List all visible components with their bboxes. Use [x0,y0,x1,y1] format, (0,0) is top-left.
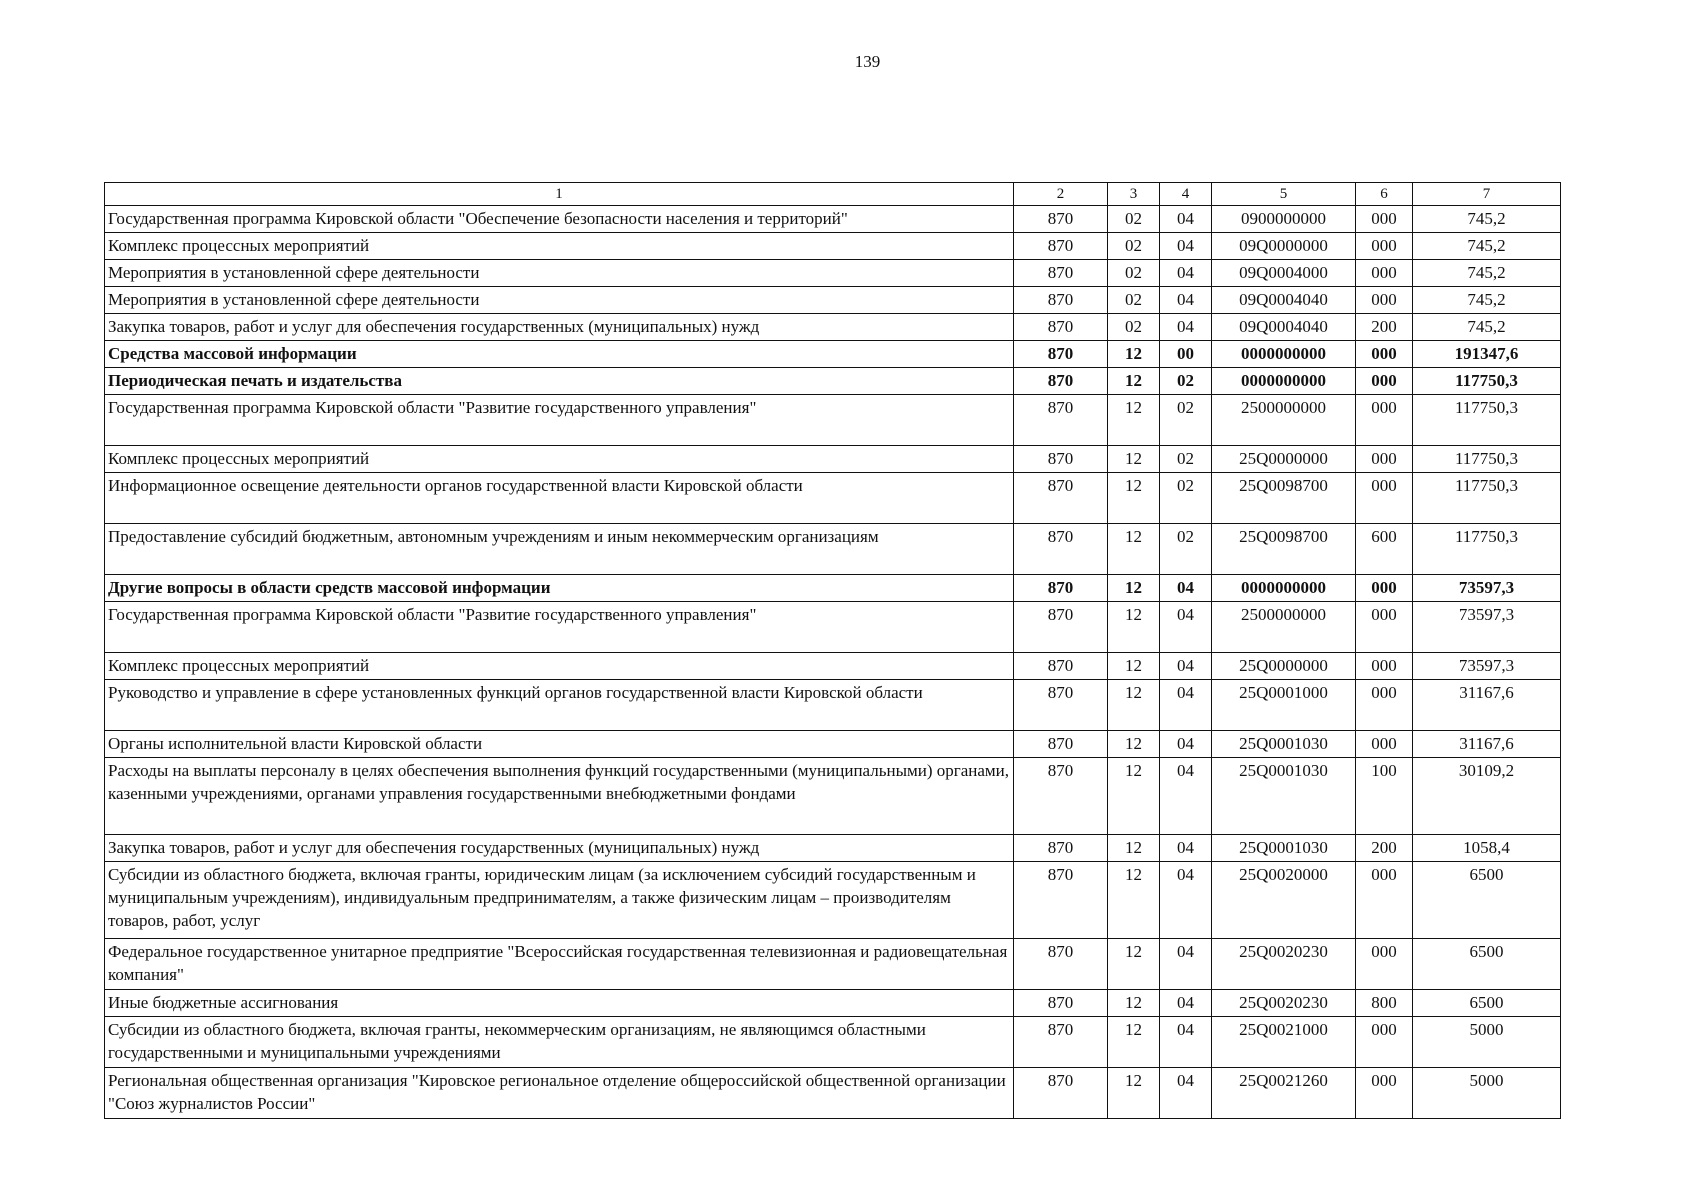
expense-type-cell: 000 [1356,341,1413,368]
row-name-cell: Субсидии из областного бюджета, включая гранты, некоммерческим организациям, не являющимся областными государственными и муниципальными учреждениями [105,1017,1014,1068]
amount-cell: 73597,3 [1413,653,1561,680]
ved-code-cell: 870 [1014,446,1108,473]
expense-type-cell: 600 [1356,524,1413,575]
expense-type-cell: 000 [1356,939,1413,990]
table-row [105,206,1561,233]
row-name-cell: Информационное освещение деятельности органов государственной власти Кировской области [105,473,1014,524]
amount-cell: 6500 [1413,939,1561,990]
section-code-cell: 12 [1108,524,1160,575]
section-code-cell: 12 [1108,473,1160,524]
budget-table [104,182,1561,1119]
subsection-code-cell: 04 [1160,260,1212,287]
target-article-cell: 25Q0001030 [1212,758,1356,835]
header-cell: 1 [105,183,1014,206]
section-code-cell: 02 [1108,287,1160,314]
subsection-code-cell: 02 [1160,368,1212,395]
target-article-cell: 25Q0001030 [1212,731,1356,758]
target-article-cell: 25Q0098700 [1212,473,1356,524]
table-row [105,575,1561,602]
expense-type-cell: 000 [1356,575,1413,602]
target-article-cell: 09Q0004040 [1212,287,1356,314]
section-code-cell: 12 [1108,341,1160,368]
expense-type-cell: 200 [1356,835,1413,862]
subsection-code-cell: 04 [1160,314,1212,341]
header-cell: 3 [1108,183,1160,206]
ved-code-cell: 870 [1014,260,1108,287]
table-row [105,395,1561,446]
amount-cell: 117750,3 [1413,446,1561,473]
table-row [105,939,1561,990]
section-code-cell: 12 [1108,575,1160,602]
table-row [105,473,1561,524]
section-code-cell: 12 [1108,758,1160,835]
amount-cell: 6500 [1413,990,1561,1017]
row-name-cell: Государственная программа Кировской области "Обеспечение безопасности населения и территорий" [105,206,1014,233]
amount-cell: 1058,4 [1413,835,1561,862]
amount-cell: 745,2 [1413,314,1561,341]
subsection-code-cell: 04 [1160,862,1212,939]
ved-code-cell: 870 [1014,233,1108,260]
ved-code-cell: 870 [1014,862,1108,939]
table-row [105,1068,1561,1119]
target-article-cell: 25Q0020230 [1212,990,1356,1017]
subsection-code-cell: 02 [1160,446,1212,473]
subsection-code-cell: 04 [1160,287,1212,314]
expense-type-cell: 100 [1356,758,1413,835]
target-article-cell: 25Q0021000 [1212,1017,1356,1068]
target-article-cell: 25Q0000000 [1212,653,1356,680]
amount-cell: 31167,6 [1413,731,1561,758]
subsection-code-cell: 04 [1160,206,1212,233]
row-name-cell: Средства массовой информации [105,341,1014,368]
expense-type-cell: 000 [1356,206,1413,233]
row-name-cell: Предоставление субсидий бюджетным, автономным учреждениям и иным некоммерческим организациям [105,524,1014,575]
target-article-cell: 09Q0000000 [1212,233,1356,260]
row-name-cell: Закупка товаров, работ и услуг для обеспечения государственных (муниципальных) нужд [105,314,1014,341]
expense-type-cell: 000 [1356,653,1413,680]
ved-code-cell: 870 [1014,680,1108,731]
ved-code-cell: 870 [1014,731,1108,758]
amount-cell: 117750,3 [1413,395,1561,446]
subsection-code-cell: 04 [1160,575,1212,602]
expense-type-cell: 800 [1356,990,1413,1017]
section-code-cell: 12 [1108,731,1160,758]
header-cell: 7 [1413,183,1561,206]
section-code-cell: 02 [1108,233,1160,260]
ved-code-cell: 870 [1014,341,1108,368]
section-code-cell: 12 [1108,1017,1160,1068]
target-article-cell: 25Q0020000 [1212,862,1356,939]
ved-code-cell: 870 [1014,1017,1108,1068]
subsection-code-cell: 04 [1160,1017,1212,1068]
subsection-code-cell: 04 [1160,1068,1212,1119]
row-name-cell: Федеральное государственное унитарное предприятие "Всероссийская государственная телевизионная и радиовещательная компания" [105,939,1014,990]
target-article-cell: 25Q0021260 [1212,1068,1356,1119]
amount-cell: 117750,3 [1413,524,1561,575]
amount-cell: 5000 [1413,1017,1561,1068]
subsection-code-cell: 04 [1160,731,1212,758]
target-article-cell: 09Q0004040 [1212,314,1356,341]
amount-cell: 5000 [1413,1068,1561,1119]
table-row [105,731,1561,758]
subsection-code-cell: 04 [1160,653,1212,680]
ved-code-cell: 870 [1014,473,1108,524]
section-code-cell: 12 [1108,368,1160,395]
section-code-cell: 12 [1108,602,1160,653]
ved-code-cell: 870 [1014,653,1108,680]
table-row [105,260,1561,287]
ved-code-cell: 870 [1014,575,1108,602]
amount-cell: 745,2 [1413,206,1561,233]
row-name-cell: Комплекс процессных мероприятий [105,653,1014,680]
expense-type-cell: 000 [1356,287,1413,314]
expense-type-cell: 000 [1356,446,1413,473]
expense-type-cell: 000 [1356,680,1413,731]
header-cell: 6 [1356,183,1413,206]
target-article-cell: 25Q0098700 [1212,524,1356,575]
header-cell: 5 [1212,183,1356,206]
section-code-cell: 12 [1108,653,1160,680]
expense-type-cell: 000 [1356,1017,1413,1068]
row-name-cell: Периодическая печать и издательства [105,368,1014,395]
section-code-cell: 12 [1108,446,1160,473]
table-row [105,314,1561,341]
expense-type-cell: 000 [1356,395,1413,446]
row-name-cell: Государственная программа Кировской области "Развитие государственного управления" [105,602,1014,653]
subsection-code-cell: 04 [1160,835,1212,862]
header-cell: 2 [1014,183,1108,206]
ved-code-cell: 870 [1014,835,1108,862]
target-article-cell: 2500000000 [1212,395,1356,446]
table-row [105,990,1561,1017]
expense-type-cell: 000 [1356,260,1413,287]
row-name-cell: Другие вопросы в области средств массовой информации [105,575,1014,602]
expense-type-cell: 000 [1356,731,1413,758]
table-row [105,680,1561,731]
row-name-cell: Комплекс процессных мероприятий [105,233,1014,260]
target-article-cell: 25Q0001030 [1212,835,1356,862]
section-code-cell: 02 [1108,314,1160,341]
target-article-cell: 2500000000 [1212,602,1356,653]
subsection-code-cell: 04 [1160,602,1212,653]
section-code-cell: 02 [1108,206,1160,233]
table-row [105,835,1561,862]
row-name-cell: Комплекс процессных мероприятий [105,446,1014,473]
section-code-cell: 12 [1108,1068,1160,1119]
ved-code-cell: 870 [1014,314,1108,341]
amount-cell: 745,2 [1413,233,1561,260]
target-article-cell: 0000000000 [1212,341,1356,368]
section-code-cell: 12 [1108,990,1160,1017]
row-name-cell: Субсидии из областного бюджета, включая гранты, юридическим лицам (за исключением субсидий государственным и муниципальным учреждениям), индивидуальным предпринимателям, а также физическим лицам – производителям товаров, работ, услуг [105,862,1014,939]
amount-cell: 73597,3 [1413,602,1561,653]
amount-cell: 117750,3 [1413,473,1561,524]
expense-type-cell: 000 [1356,1068,1413,1119]
table-row [105,233,1561,260]
expense-type-cell: 000 [1356,602,1413,653]
target-article-cell: 25Q0000000 [1212,446,1356,473]
subsection-code-cell: 02 [1160,395,1212,446]
subsection-code-cell: 02 [1160,524,1212,575]
row-name-cell: Руководство и управление в сфере установленных функций органов государственной власти Кировской области [105,680,1014,731]
table-row [105,368,1561,395]
amount-cell: 117750,3 [1413,368,1561,395]
expense-type-cell: 200 [1356,314,1413,341]
target-article-cell: 25Q0020230 [1212,939,1356,990]
header-cell: 4 [1160,183,1212,206]
table-row [105,758,1561,835]
ved-code-cell: 870 [1014,1068,1108,1119]
ved-code-cell: 870 [1014,602,1108,653]
expense-type-cell: 000 [1356,233,1413,260]
amount-cell: 31167,6 [1413,680,1561,731]
ved-code-cell: 870 [1014,990,1108,1017]
subsection-code-cell: 00 [1160,341,1212,368]
subsection-code-cell: 04 [1160,680,1212,731]
section-code-cell: 12 [1108,939,1160,990]
section-code-cell: 02 [1108,260,1160,287]
expense-type-cell: 000 [1356,473,1413,524]
subsection-code-cell: 04 [1160,990,1212,1017]
amount-cell: 73597,3 [1413,575,1561,602]
target-article-cell: 0000000000 [1212,368,1356,395]
ved-code-cell: 870 [1014,395,1108,446]
table-row [105,341,1561,368]
ved-code-cell: 870 [1014,287,1108,314]
ved-code-cell: 870 [1014,939,1108,990]
section-code-cell: 12 [1108,395,1160,446]
amount-cell: 30109,2 [1413,758,1561,835]
amount-cell: 745,2 [1413,287,1561,314]
section-code-cell: 12 [1108,862,1160,939]
ved-code-cell: 870 [1014,758,1108,835]
subsection-code-cell: 04 [1160,939,1212,990]
row-name-cell: Органы исполнительной власти Кировской области [105,731,1014,758]
row-name-cell: Расходы на выплаты персоналу в целях обеспечения выполнения функций государственными (муниципальными) органами, казенными учреждениями, органами управления государственными внебюджетными фондами [105,758,1014,835]
table-row [105,446,1561,473]
amount-cell: 191347,6 [1413,341,1561,368]
table-row [105,287,1561,314]
row-name-cell: Региональная общественная организация "Кировское региональное отделение общероссийской общественной организации "Союз журналистов России" [105,1068,1014,1119]
expense-type-cell: 000 [1356,862,1413,939]
row-name-cell: Мероприятия в установленной сфере деятельности [105,287,1014,314]
table-row [105,602,1561,653]
target-article-cell: 0900000000 [1212,206,1356,233]
header-row [105,183,1561,206]
table-body [105,206,1561,1119]
section-code-cell: 12 [1108,680,1160,731]
row-name-cell: Закупка товаров, работ и услуг для обеспечения государственных (муниципальных) нужд [105,835,1014,862]
amount-cell: 6500 [1413,862,1561,939]
amount-cell: 745,2 [1413,260,1561,287]
table-row [105,524,1561,575]
subsection-code-cell: 04 [1160,233,1212,260]
page-number: 139 [854,52,881,71]
subsection-code-cell: 02 [1160,473,1212,524]
ved-code-cell: 870 [1014,368,1108,395]
table-row [105,862,1561,939]
target-article-cell: 25Q0001000 [1212,680,1356,731]
target-article-cell: 09Q0004000 [1212,260,1356,287]
ved-code-cell: 870 [1014,206,1108,233]
row-name-cell: Мероприятия в установленной сфере деятельности [105,260,1014,287]
table-row [105,1017,1561,1068]
table-row [105,653,1561,680]
row-name-cell: Иные бюджетные ассигнования [105,990,1014,1017]
section-code-cell: 12 [1108,835,1160,862]
ved-code-cell: 870 [1014,524,1108,575]
row-name-cell: Государственная программа Кировской области "Развитие государственного управления" [105,395,1014,446]
expense-type-cell: 000 [1356,368,1413,395]
target-article-cell: 0000000000 [1212,575,1356,602]
subsection-code-cell: 04 [1160,758,1212,835]
